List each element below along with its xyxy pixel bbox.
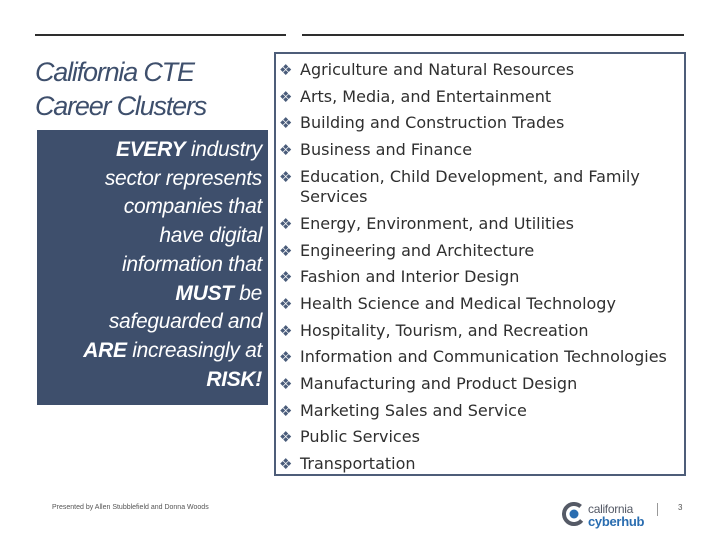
- callout-emphasis: EVERY: [116, 138, 186, 161]
- callout-line: [37, 308, 262, 337]
- slide-title-line-2: Career Clusters: [35, 91, 207, 121]
- callout-text: be: [233, 281, 262, 305]
- cluster-list-item: [276, 424, 684, 451]
- cyberhub-c-logo-icon: [562, 502, 586, 526]
- diamond-bullet-icon: ❖: [279, 214, 293, 233]
- diamond-bullet-icon: ❖: [279, 375, 293, 394]
- logo-text-california: california: [588, 502, 634, 516]
- diamond-bullet-icon: ❖: [279, 114, 293, 133]
- diamond-bullet-icon: ❖: [279, 141, 293, 160]
- cluster-name: Manufacturing and Product Design: [300, 374, 578, 394]
- callout-text: industry: [185, 138, 262, 161]
- diamond-bullet-icon: ❖: [279, 294, 293, 313]
- diamond-bullet-icon: ❖: [279, 321, 293, 340]
- callout-line: [37, 193, 262, 222]
- cluster-list-item: [276, 84, 684, 111]
- cluster-name: Arts, Media, and Entertainment: [300, 86, 552, 106]
- callout-line: [37, 337, 262, 366]
- cluster-list-item: [276, 398, 684, 425]
- cluster-list-item: [276, 344, 684, 371]
- callout-text: sector represents: [104, 166, 262, 190]
- cluster-name: Marketing Sales and Service: [300, 400, 527, 420]
- callout-text: have digital: [159, 224, 262, 248]
- slide-title: [35, 55, 275, 123]
- callout-line: [37, 280, 262, 309]
- cluster-list-item: [276, 264, 684, 291]
- callout-text: information that: [122, 252, 262, 276]
- cluster-name: Health Science and Medical Technology: [300, 293, 616, 313]
- diamond-bullet-icon: ❖: [279, 348, 293, 367]
- cluster-name: Energy, Environment, and Utilities: [300, 213, 574, 233]
- title-rule: [35, 34, 286, 36]
- cluster-name: Public Services: [300, 427, 420, 447]
- clusters-panel: [274, 52, 686, 476]
- callout-line: [37, 136, 262, 165]
- cluster-list-item: [276, 451, 684, 478]
- diamond-bullet-icon: ❖: [279, 87, 293, 106]
- cluster-name: Information and Communication Technologies: [300, 347, 667, 367]
- callout-emphasis: RISK!: [206, 367, 262, 391]
- risk-callout-box: [37, 130, 268, 405]
- california-cyberhub-logo: [562, 500, 652, 530]
- diamond-bullet-icon: ❖: [279, 61, 293, 79]
- slide-title-line-1: California CTE: [35, 57, 194, 87]
- callout-text: companies that: [123, 195, 262, 219]
- cluster-list-item: [276, 137, 684, 164]
- diamond-bullet-icon: ❖: [279, 455, 293, 474]
- diamond-bullet-icon: ❖: [279, 268, 293, 287]
- cluster-name: Agriculture and Natural Resources: [300, 60, 575, 79]
- callout-line: [37, 222, 262, 251]
- career-clusters-list: [276, 57, 684, 478]
- cluster-list-item: [276, 57, 684, 84]
- cluster-name: Fashion and Interior Design: [300, 267, 520, 287]
- cluster-list-item: [276, 110, 684, 137]
- callout-emphasis: ARE: [83, 338, 127, 362]
- callout-line: [37, 251, 262, 280]
- diamond-bullet-icon: ❖: [279, 401, 293, 420]
- callout-text: safeguarded and: [108, 310, 262, 334]
- logo-text-cyberhub: cyberhub: [588, 514, 645, 529]
- cluster-list-item: [276, 318, 684, 345]
- callout-text: increasingly at: [126, 338, 262, 362]
- footer-divider: [657, 503, 658, 516]
- cluster-name: Engineering and Architecture: [300, 240, 535, 260]
- diamond-bullet-icon: ❖: [279, 241, 293, 260]
- page-number: 3: [678, 503, 683, 512]
- cluster-name: Business and Finance: [300, 140, 473, 160]
- cluster-list-item: [276, 371, 684, 398]
- cluster-list-item: [276, 211, 684, 238]
- diamond-bullet-icon: ❖: [279, 167, 293, 186]
- cluster-list-item: [276, 291, 684, 318]
- cluster-list-item: [276, 164, 684, 211]
- diamond-bullet-icon: ❖: [279, 428, 293, 447]
- cluster-name: Hospitality, Tourism, and Recreation: [300, 320, 589, 340]
- callout-line: [37, 366, 262, 395]
- callout-emphasis: MUST: [175, 281, 234, 305]
- cluster-name: Building and Construction Trades: [300, 113, 565, 133]
- cluster-name: Transportation: [300, 454, 416, 474]
- cluster-list-item: [276, 238, 684, 265]
- cluster-name: Education, Child Development, and Family Services: [300, 166, 640, 206]
- content-rule: [302, 34, 684, 36]
- callout-line: [37, 165, 262, 194]
- presenter-credit: Presented by Allen Stubblefield and Donna Woods: [52, 504, 209, 511]
